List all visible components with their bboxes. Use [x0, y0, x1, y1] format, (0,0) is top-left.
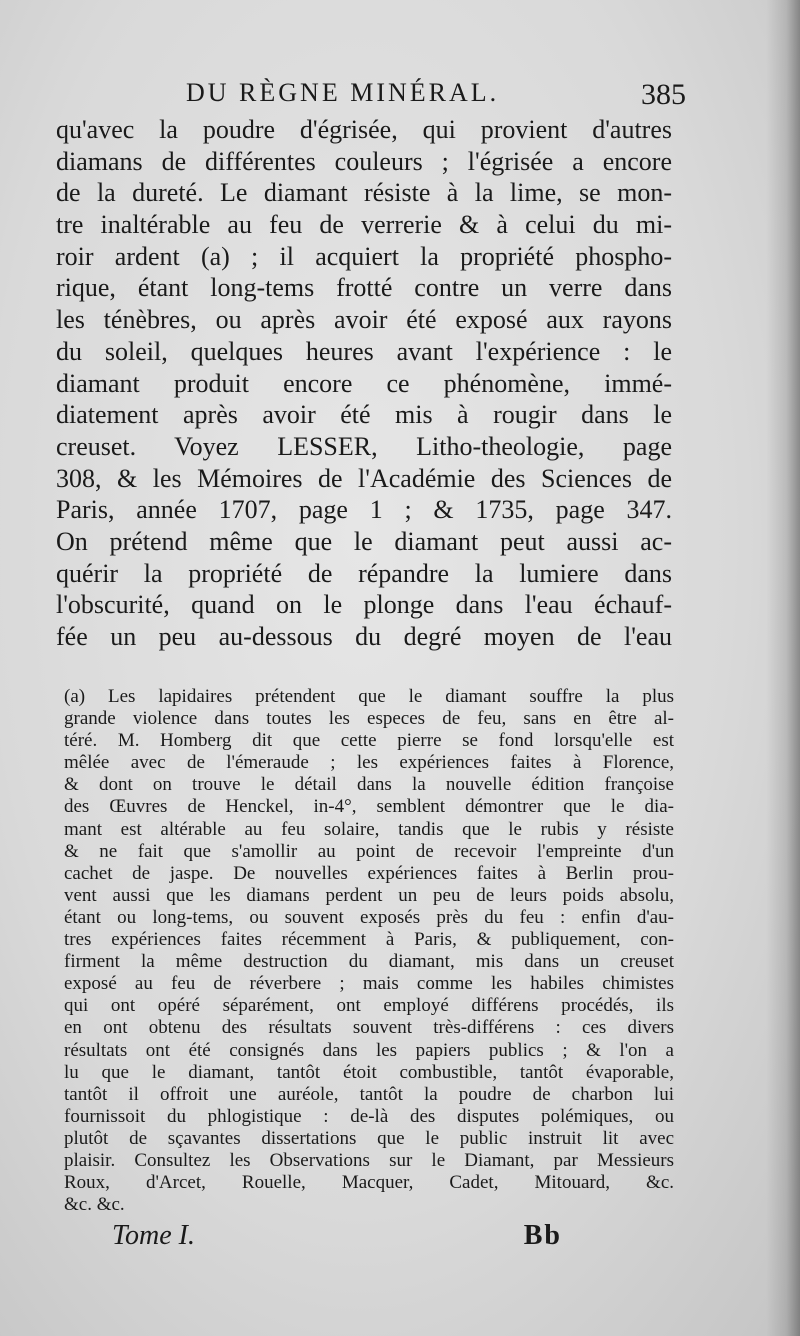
page-number: 385 [641, 78, 686, 111]
footnote [64, 686, 674, 1216]
text-line: rique, étant long-tems frotté contre un verre dans [56, 273, 672, 303]
signature-mark: Bb [523, 1220, 562, 1251]
footnote-line: cachet de jaspe. De nouvelles expériences faites à Berlin prou- [64, 862, 674, 884]
footnote-line: fournissoit du phlogistique : de-là des disputes polémiques, ou [64, 1105, 674, 1127]
text-line: qu'avec la poudre d'égrisée, qui provient d'autres [56, 115, 672, 144]
text-line: diamant produit encore ce phénomène, immé- [56, 368, 672, 398]
text-line: du soleil, quelques heures avant l'expérience : le [56, 336, 672, 366]
text-line: tre inaltérable au feu de verrerie & à celui du mi- [56, 210, 672, 240]
footnote-line: résultats ont été consignés dans les papiers publics ; & l'on a [64, 1039, 674, 1061]
footnote-line: (a) Les lapidaires prétendent que le diamant souffre la plus [64, 686, 674, 707]
text-line: roir ardent (a) ; il acquiert la propriété phospho- [56, 241, 672, 271]
text-line: diamans de différentes couleurs ; l'égrisée a encore [56, 146, 672, 176]
volume-label: Tome I. [112, 1220, 195, 1251]
footnote-line: vent aussi que les diamans perdent un peu de leurs poids absolu, [64, 884, 674, 906]
text-line: quérir la propriété de répandre la lumiere dans [56, 558, 672, 588]
footnote-line: &c. &c. [64, 1194, 125, 1216]
footnote-line: qui ont opéré séparément, ont employé différens procédés, ils [64, 995, 674, 1017]
footnote-line: & ne fait que s'amollir au point de recevoir l'empreinte d'un [64, 840, 674, 862]
footnote-line: lu que le diamant, tantôt étoit combustible, tantôt évaporable, [64, 1061, 674, 1083]
footnote-line: firment la même destruction du diamant, mis dans un creuset [64, 951, 674, 973]
text-line: creuset. Voyez LESSER, Litho-theologie, page [56, 431, 672, 461]
footnote-line: tantôt il offroit une auréole, tantôt la poudre de charbon lui [64, 1083, 674, 1105]
footnote-line: plutôt de sçavantes dissertations que le public instruit lit avec [64, 1127, 674, 1149]
footnote-line: téré. M. Homberg dit que cette pierre se fond lorsqu'elle est [64, 730, 674, 752]
text-line: fée un peu au-dessous du degré moyen de l'eau [56, 622, 672, 651]
footnote-line: plaisir. Consultez les Observations sur le Diamant, par Messieurs [64, 1149, 674, 1171]
text-line: l'obscurité, quand on le plonge dans l'eau échauf- [56, 590, 672, 620]
footnote-line: tres expériences faites récemment à Paris, & publiquement, con- [64, 929, 674, 951]
footnote-line: mant est altérable au feu solaire, tandis que le rubis y résiste [64, 818, 674, 840]
text-line: les ténèbres, ou après avoir été exposé aux rayons [56, 305, 672, 335]
footnote-line: étant ou long-tems, ou souvent exposés près du feu : enfin d'au- [64, 906, 674, 928]
text-line: de la dureté. Le diamant résiste à la lime, se mon- [56, 178, 672, 208]
footnote-line: exposé au feu de réverbere ; mais comme les habiles chimistes [64, 973, 674, 995]
text-line: diatement après avoir été mis à rougir dans le [56, 400, 672, 430]
footnote-line: & dont on trouve le détail dans la nouvelle édition françoise [64, 774, 674, 796]
footnote-line: en ont obtenu des résultats souvent très-différens : ces divers [64, 1017, 674, 1039]
footnote-line: mêlée avec de l'émeraude ; les expériences faites à Florence, [64, 752, 674, 774]
page-footer [112, 1220, 562, 1260]
text-line: On prétend même que le diamant peut aussi ac- [56, 526, 672, 556]
text-line: Paris, année 1707, page 1 ; & 1735, page 347. [56, 495, 672, 525]
footnote-line: des Œuvres de Henckel, in-4°, semblent démontrer que le dia- [64, 796, 674, 818]
page-header [186, 78, 686, 118]
running-head: DU RÈGNE MINÉRAL. [186, 78, 500, 107]
spine-shadow [766, 0, 800, 1336]
footnote-line: grande violence dans toutes les especes de feu, sans en être al- [64, 708, 674, 730]
main-text [56, 114, 672, 653]
footnote-line: Roux, d'Arcet, Rouelle, Macquer, Cadet, Mitouard, &c. [64, 1172, 674, 1194]
text-line: 308, & les Mémoires de l'Académie des Sciences de [56, 463, 672, 493]
